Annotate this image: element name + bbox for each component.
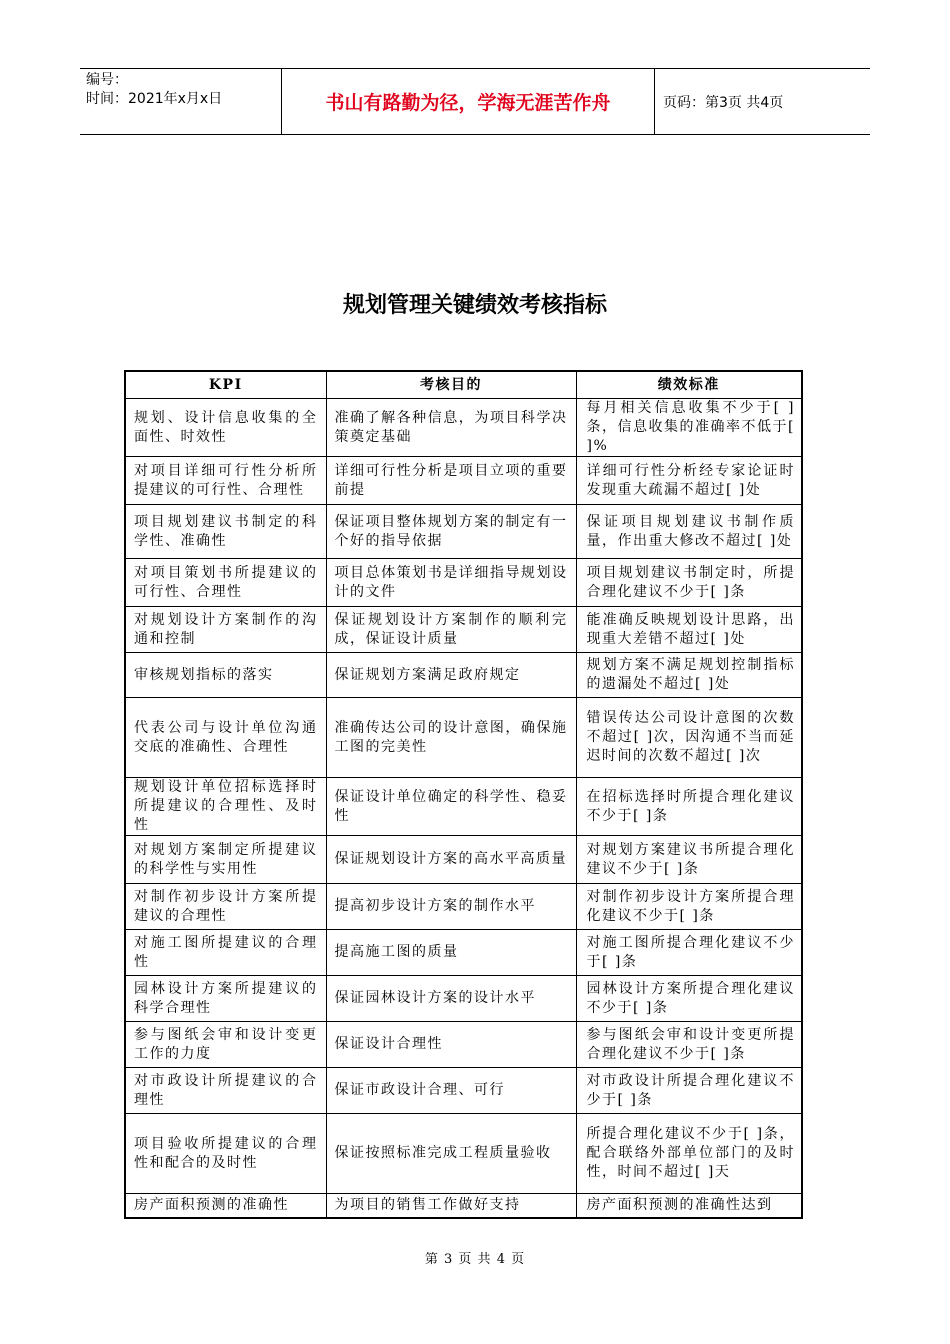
table-row [125, 559, 802, 607]
standard-cell: 参与图纸会审和设计变更所提合理化建议不少于[ ]条 [576, 1022, 802, 1068]
kpi-cell: 对市政设计所提建议的合理性 [125, 1068, 326, 1114]
table-row [125, 836, 802, 884]
purpose-cell: 详细可行性分析是项目立项的重要前提 [326, 457, 576, 505]
standard-cell: 对市政设计所提合理化建议不少于[ ]条 [576, 1068, 802, 1114]
purpose-cell: 保证市政设计合理、可行 [326, 1068, 576, 1114]
kpi-cell: 参与图纸会审和设计变更工作的力度 [125, 1022, 326, 1068]
document-title: 规划管理关键绩效考核指标 [342, 293, 607, 318]
standard-cell: 园林设计方案所提合理化建议不少于[ ]条 [576, 976, 802, 1022]
kpi-cell: 规划、设计信息收集的全面性、时效性 [125, 399, 326, 457]
table-row [125, 1114, 802, 1194]
table-row [125, 778, 802, 836]
standard-cell: 每月相关信息收集不少于[ ]条，信息收集的准确率不低于[ ]% [576, 399, 802, 457]
purpose-cell: 保证按照标准完成工程质量验收 [326, 1114, 576, 1194]
standard-cell: 对规划方案建议书所提合理化建议不少于[ ]条 [576, 836, 802, 884]
kpi-cell: 对规划方案制定所提建议的科学性与实用性 [125, 836, 326, 884]
standard-cell: 对施工图所提合理化建议不少于[ ]条 [576, 930, 802, 976]
kpi-cell: 对项目详细可行性分析所提建议的可行性、合理性 [125, 457, 326, 505]
kpi-cell: 对施工图所提建议的合理性 [125, 930, 326, 976]
kpi-cell: 审核规划指标的落实 [125, 653, 326, 698]
kpi-cell: 对制作初步设计方案所提建议的合理性 [125, 884, 326, 930]
standard-cell: 能准确反映规划设计思路，出现重大差错不超过[ ]处 [576, 607, 802, 653]
standard-cell: 对制作初步设计方案所提合理化建议不少于[ ]条 [576, 884, 802, 930]
standard-cell: 所提合理化建议不少于[ ]条，配合联络外部单位部门的及时性，时间不超过[ ]天 [576, 1114, 802, 1194]
purpose-cell: 提高初步设计方案的制作水平 [326, 884, 576, 930]
kpi-cell: 代表公司与设计单位沟通交底的准确性、合理性 [125, 698, 326, 778]
purpose-cell: 保证规划设计方案的高水平高质量 [326, 836, 576, 884]
purpose-cell: 保证设计单位确定的科学性、稳妥性 [326, 778, 576, 836]
kpi-table [124, 370, 803, 1219]
column-header-standard: 绩效标准 [576, 371, 802, 399]
table-row [125, 1194, 802, 1218]
table-row [125, 607, 802, 653]
column-header-kpi: KPI [125, 371, 326, 399]
kpi-cell: 规划设计单位招标选择时所提建议的合理性、及时性 [125, 778, 326, 836]
page-header [80, 68, 870, 135]
table-row [125, 505, 802, 559]
table-row [125, 976, 802, 1022]
purpose-cell: 项目总体策划书是详细指导规划设计的文件 [326, 559, 576, 607]
kpi-cell: 项目规划建议书制定的科学性、准确性 [125, 505, 326, 559]
purpose-cell: 保证园林设计方案的设计水平 [326, 976, 576, 1022]
standard-cell: 房产面积预测的准确性达到 [576, 1194, 802, 1218]
kpi-cell: 园林设计方案所提建议的科学合理性 [125, 976, 326, 1022]
table-row [125, 1068, 802, 1114]
number-label: 编号： [86, 72, 128, 88]
purpose-cell: 保证设计合理性 [326, 1022, 576, 1068]
kpi-cell: 项目验收所提建议的合理性和配合的及时性 [125, 1114, 326, 1194]
header-page-info: 页码：第3页 共4页 [663, 94, 784, 111]
purpose-cell: 准确了解各种信息，为项目科学决策奠定基础 [326, 399, 576, 457]
purpose-cell: 准确传达公司的设计意图，确保施工图的完美性 [326, 698, 576, 778]
standard-cell: 错误传达公司设计意图的次数不超过[ ]次，因沟通不当而延迟时间的次数不超过[ ]次 [576, 698, 802, 778]
table-row [125, 884, 802, 930]
purpose-cell: 提高施工图的质量 [326, 930, 576, 976]
table-row [125, 399, 802, 457]
table-row [125, 653, 802, 698]
purpose-cell: 保证规划方案满足政府规定 [326, 653, 576, 698]
kpi-cell: 房产面积预测的准确性 [125, 1194, 326, 1218]
table-row [125, 698, 802, 778]
column-header-purpose: 考核目的 [326, 371, 576, 399]
purpose-cell: 为项目的销售工作做好支持 [326, 1194, 576, 1218]
standard-cell: 在招标选择时所提合理化建议不少于[ ]条 [576, 778, 802, 836]
standard-cell: 保证项目规划建议书制作质量，作出重大修改不超过[ ]处 [576, 505, 802, 559]
purpose-cell: 保证项目整体规划方案的制定有一个好的指导依据 [326, 505, 576, 559]
table-header-row [125, 371, 802, 399]
table-row [125, 930, 802, 976]
standard-cell: 详细可行性分析经专家论证时发现重大疏漏不超过[ ]处 [576, 457, 802, 505]
standard-cell: 规划方案不满足规划控制指标的遗漏处不超过[ ]处 [576, 653, 802, 698]
date-line: 时间：2021年x月x日 [86, 91, 223, 107]
table-row [125, 457, 802, 505]
kpi-cell: 对规划设计方案制作的沟通和控制 [125, 607, 326, 653]
table-row [125, 1022, 802, 1068]
page-footer: 第 3 页 共 4 页 [424, 1252, 526, 1267]
header-motto: 书山有路勤为径，学海无涯苦作舟 [282, 69, 655, 134]
header-meta [80, 69, 282, 134]
standard-cell: 项目规划建议书制定时，所提合理化建议不少于[ ]条 [576, 559, 802, 607]
kpi-cell: 对项目策划书所提建议的可行性、合理性 [125, 559, 326, 607]
purpose-cell: 保证规划设计方案制作的顺利完成，保证设计质量 [326, 607, 576, 653]
